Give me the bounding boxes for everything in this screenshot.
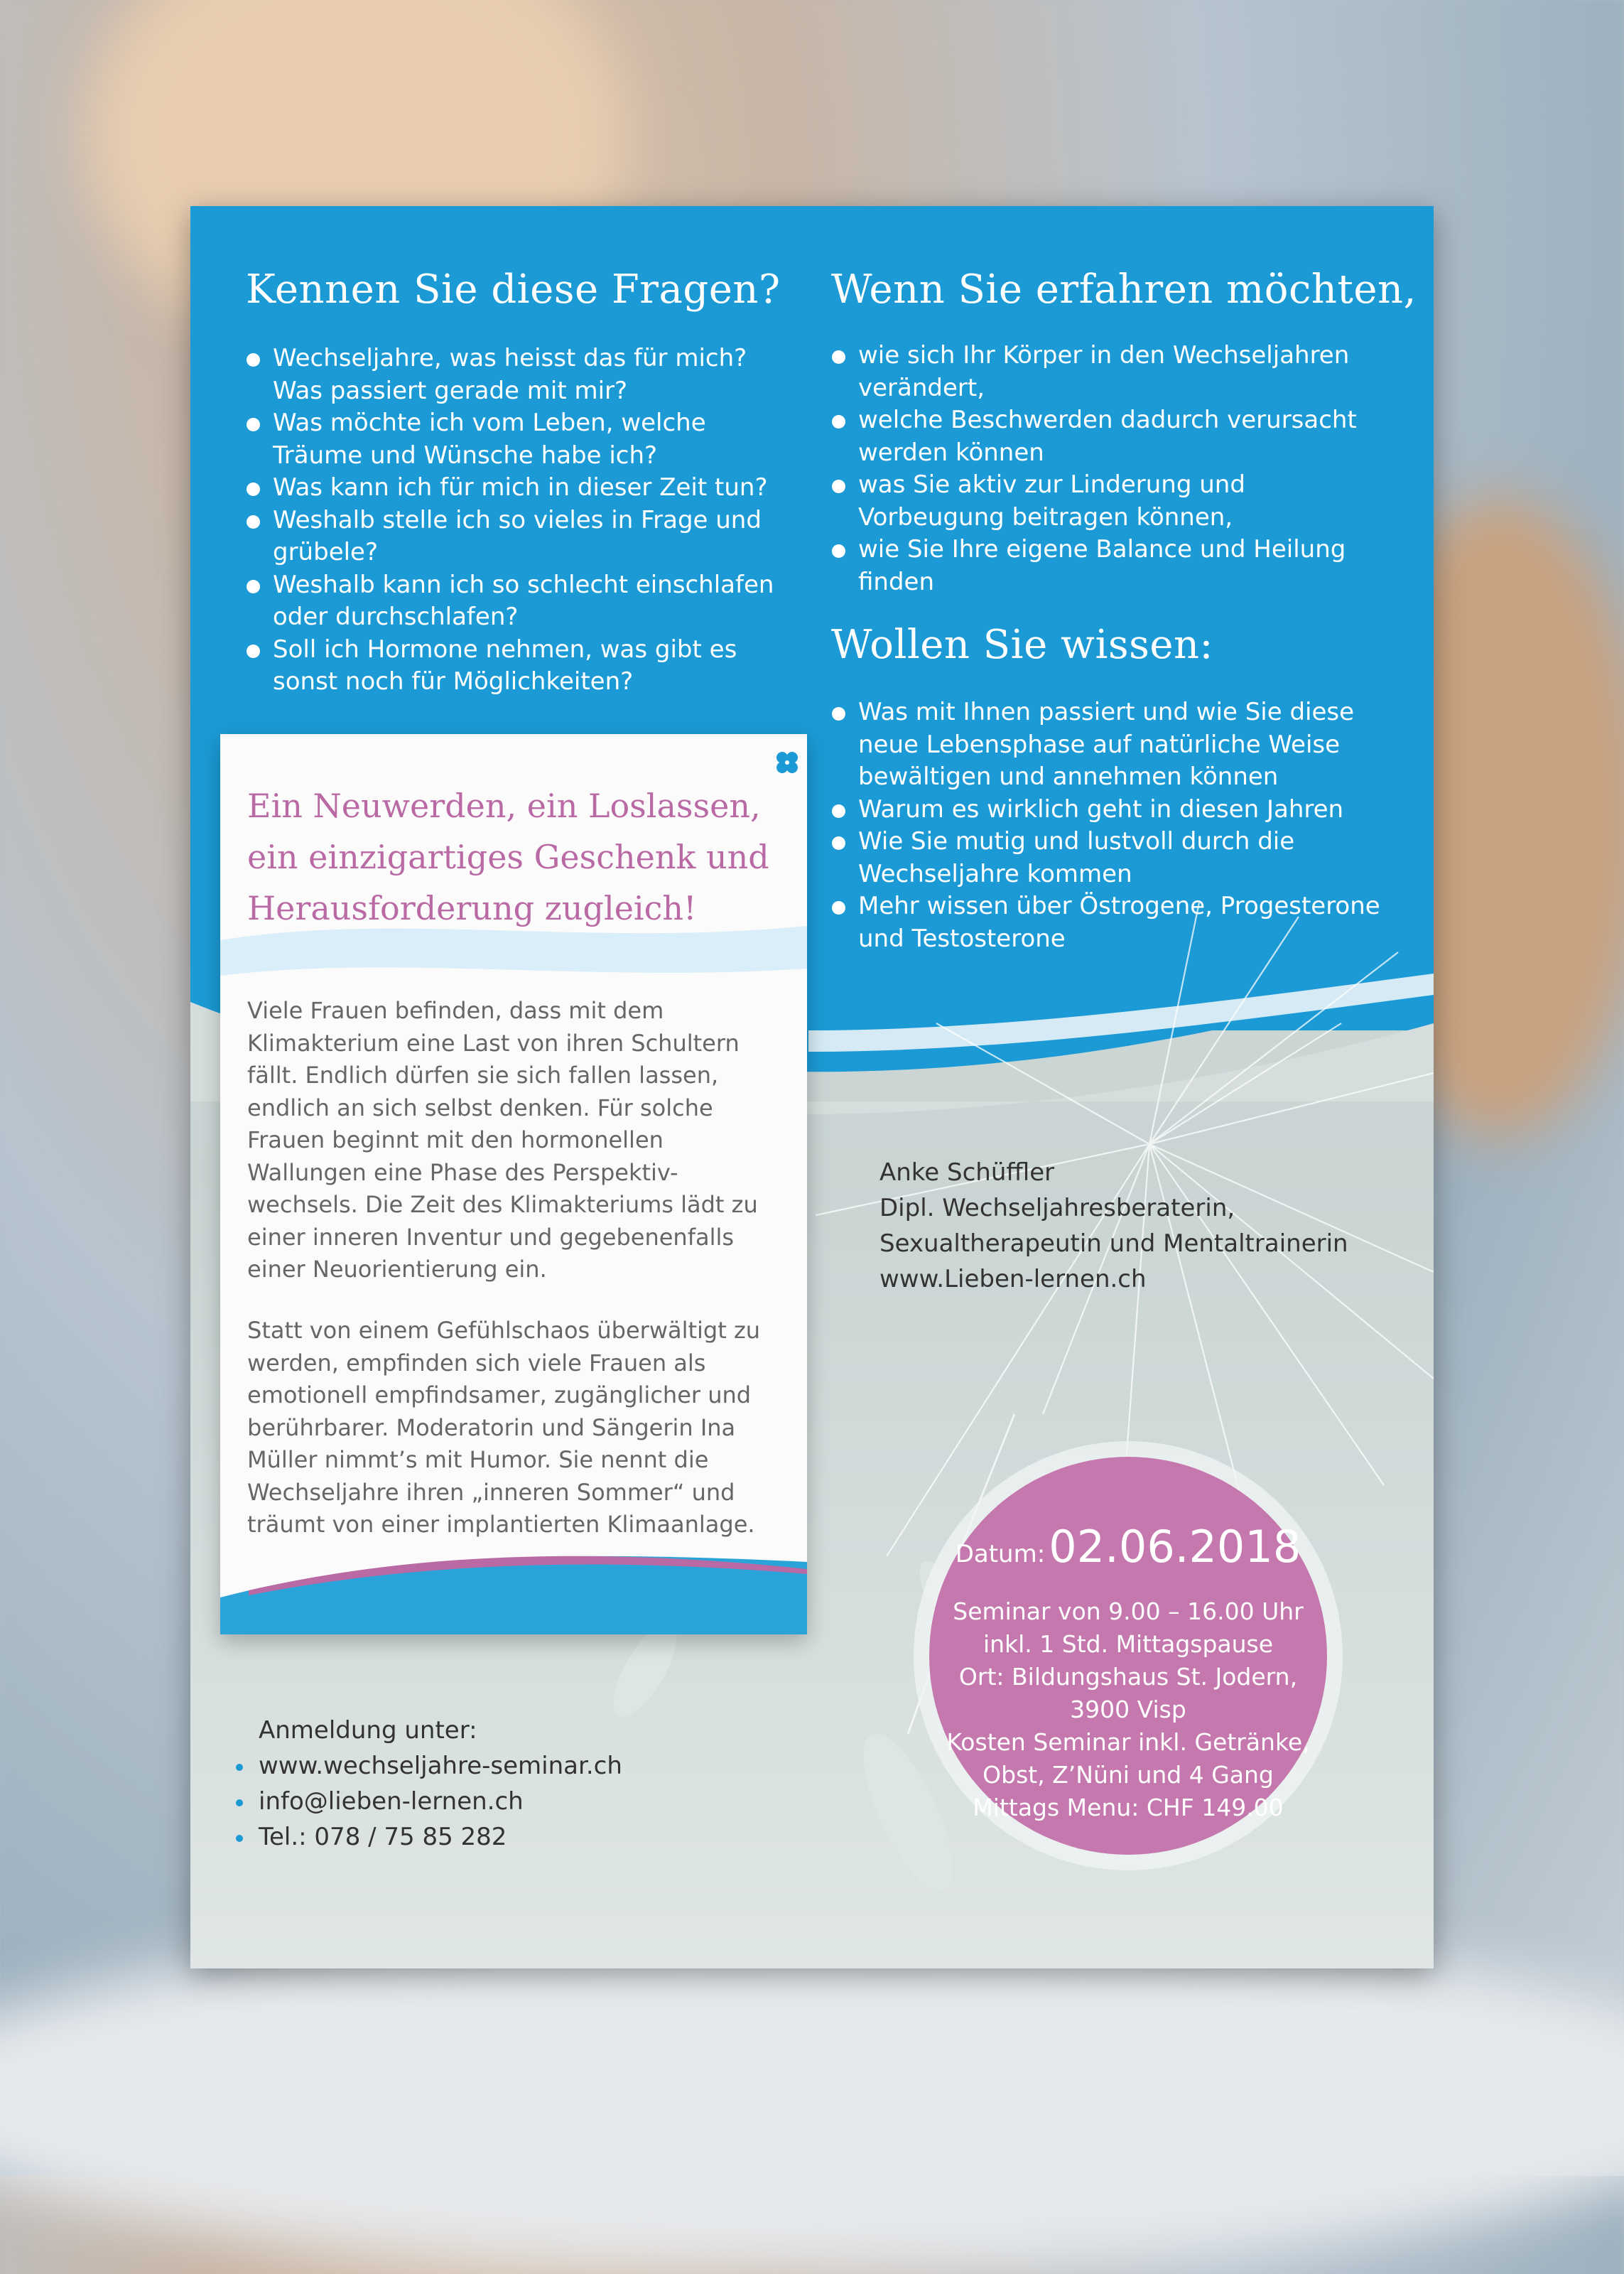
card-title-line: Herausforderung zugleich! (247, 889, 697, 927)
text-line: einer Neuorientierung ein. (247, 1256, 547, 1283)
text-line: fällt. Endlich dürfen sie sich fallen lassen, (247, 1062, 719, 1089)
registration-list (232, 1748, 622, 1855)
right-know-list (830, 696, 1384, 955)
clover-icon (773, 748, 801, 777)
contact-block (879, 1155, 1348, 1297)
text-line: werden, empfinden sich viele Frauen als (247, 1349, 706, 1376)
contact-website-link[interactable]: www.Lieben-lernen.ch (879, 1265, 1147, 1293)
event-date (929, 1521, 1327, 1573)
right-learn-list (830, 340, 1384, 598)
text-line: träumt von einer implantierten Klimaanlage. (247, 1511, 755, 1538)
text-line: wechsels. Die Zeit des Klimakteriums lädt zu (247, 1191, 758, 1218)
right-heading-learn: Wenn Sie erfahren möchten, (831, 266, 1417, 313)
text-line: Viele Frauen befinden, dass mit dem (247, 997, 664, 1024)
list-item: Soll ich Hormone nehmen, was gibt es sonst noch für Möglichkeiten? (244, 634, 784, 699)
text-line: Klimakterium eine Last von ihren Schultern (247, 1029, 740, 1057)
registration-phone[interactable]: Tel.: 078 / 75 85 282 (232, 1819, 622, 1855)
background-blur-light (0, 1919, 1624, 2274)
event-line: Obst, Z’Nüni und 4 Gang (982, 1761, 1274, 1789)
text-line: berührbarer. Moderatorin und Sängerin Ina (247, 1413, 736, 1441)
registration-email-link[interactable]: info@lieben-lernen.ch (232, 1784, 622, 1819)
card-title-line: Ein Neuwerden, ein Loslassen, (247, 787, 761, 825)
event-line: 3900 Visp (1070, 1696, 1186, 1723)
event-line: Seminar von 9.00 – 16.00 Uhr (953, 1597, 1304, 1625)
list-item: Weshalb kann ich so schlecht einschlafen oder durchschlafen? (244, 569, 784, 634)
date-label: Datum: (955, 1540, 1046, 1568)
list-item: Mehr wissen über Östrogene, Progesterone und Testosterone (830, 890, 1384, 955)
card-paragraph-1 (247, 995, 794, 1286)
seminar-flyer (190, 206, 1434, 1968)
list-item: Wechseljahre, was heisst das für mich? Was passiert gerade mit mir? (244, 343, 784, 407)
list-item: Warum es wirklich geht in diesen Jahren (830, 794, 1384, 826)
card-title (247, 780, 787, 934)
text-line: endlich an sich selbst denken. Für solche (247, 1094, 713, 1121)
list-item: wie Sie Ihre eigene Balance und Heilung finden (830, 534, 1384, 598)
event-info-circle (929, 1457, 1327, 1855)
right-heading-know: Wollen Sie wissen: (831, 622, 1213, 668)
quote-card (220, 734, 807, 1634)
text-line: Wechseljahre ihren „inneren Sommer“ und (247, 1478, 735, 1506)
event-line: inkl. 1 Std. Mittagspause (982, 1630, 1274, 1658)
list-item: Was mit Ihnen passiert und wie Sie diese neue Lebensphase auf natürliche Weise bewältigen und annehmen können (830, 696, 1384, 794)
registration-block (232, 1713, 622, 1855)
list-item: was Sie aktiv zur Linderung und Vorbeugung beitragen können, (830, 469, 1384, 534)
text-line: emotionell empfindsamer, zugänglicher und (247, 1381, 752, 1408)
text-line: Statt von einem Gefühlschaos überwältigt zu (247, 1317, 761, 1344)
text-line: einer inneren Inventur und gegebenenfalls (247, 1223, 735, 1251)
text-line: Frauen beginnt mit den hormonellen (247, 1126, 664, 1153)
list-item: welche Beschwerden dadurch verursacht werden können (830, 404, 1384, 469)
contact-title: Sexualtherapeutin und Mentaltrainerin (879, 1229, 1348, 1258)
list-item: Weshalb stelle ich so vieles in Frage und grübele? (244, 505, 784, 569)
card-paragraph-2 (247, 1315, 794, 1541)
card-title-line: ein einzigartiges Geschenk und (247, 838, 769, 876)
registration-website-link[interactable]: www.wechseljahre-seminar.ch (232, 1748, 622, 1784)
event-details (929, 1595, 1327, 1824)
list-item: wie sich Ihr Körper in den Wechseljahren verändert, (830, 340, 1384, 404)
list-item: Wie Sie mutig und lustvoll durch die Wechseljahre kommen (830, 826, 1384, 890)
list-item: Was möchte ich vom Leben, welche Träume und Wünsche habe ich? (244, 407, 784, 472)
event-line: Kosten Seminar inkl. Getränke, (946, 1728, 1310, 1756)
text-line: Wallungen eine Phase des Perspektiv- (247, 1158, 678, 1186)
event-line: Ort: Bildungshaus St. Jodern, (958, 1663, 1298, 1691)
contact-name: Anke Schüffler (879, 1158, 1055, 1187)
list-item: Was kann ich für mich in dieser Zeit tun? (244, 472, 784, 505)
left-heading: Kennen Sie diese Fragen? (246, 266, 781, 313)
contact-title: Dipl. Wechseljahresberaterin, (879, 1194, 1235, 1222)
text-line: Müller nimmt’s mit Humor. Sie nennt die (247, 1446, 709, 1473)
date-value: 02.06.2018 (1049, 1521, 1301, 1573)
registration-title: Anmeldung unter: (259, 1716, 477, 1745)
left-question-list (244, 343, 784, 699)
event-line: Mittags Menu: CHF 149.00 (973, 1794, 1284, 1821)
